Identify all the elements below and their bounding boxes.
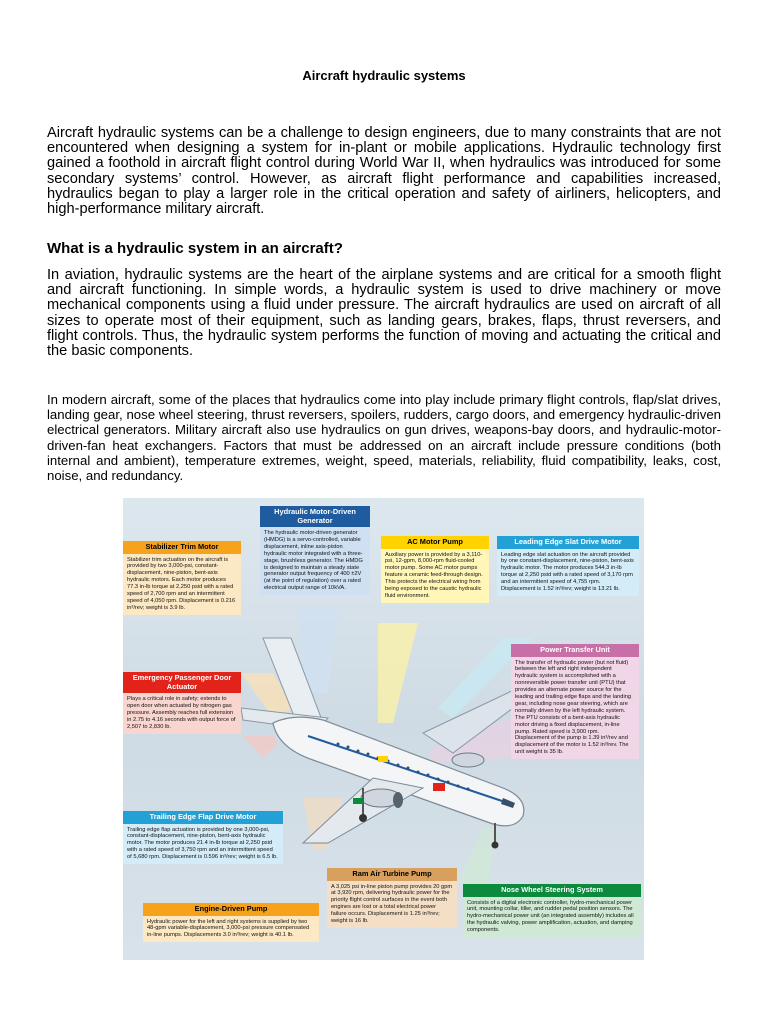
callout-text: The hydraulic motor-driven generator (HMDG) is a servo-controlled, variable displacement, inline axis-piston hydraulic motor integrated with a three-stage, brushless generator. The HMDG is designed to maintain a steady state generator output frequency of 400 ±2V (at the point of regulation) over a rated electrical output range of 10kVA. bbox=[264, 530, 363, 592]
callout-title: Power Transfer Unit bbox=[511, 644, 639, 657]
callout-title: Engine-Driven Pump bbox=[143, 903, 319, 916]
callout-trailing-edge-flap-drive-motor bbox=[123, 811, 283, 864]
callout-power-transfer-unit bbox=[511, 644, 639, 759]
callout-text: Consists of a digital electronic controller, hydro-mechanical power unit, mounting collar, tiller, and rudder pedal position sensors. The hydro-mechanical power unit (an integrated assembly) includes all the hydraulic valving, power amplification, actuation, and damping components. bbox=[467, 899, 634, 934]
callout-stabilizer-trim-motor bbox=[123, 541, 241, 615]
callout-ram-air-turbine-pump bbox=[327, 868, 457, 928]
document-title: Aircraft hydraulic systems bbox=[302, 68, 466, 83]
body-paragraph-3: In modern aircraft, some of the places that hydraulics come into play include primary flight controls, flap/slat drives, landing gear, nose wheel steering, thrust reversers, spoilers, rudders, cargo doors, and emergency hydraulic-driven electrical generators. Military aircraft also use hydraulics on gun drives, weapons-bay doors, and hydraulic-motor-driven-fan heat exchangers. Factors that must be addressed on an aircraft include pressure conditions (both internal and ambient), temperature extremes, weight, speed, materials, reliability, fluid compatibility, leaks, cost, noise, and redundancy. bbox=[47, 392, 721, 484]
callout-engine-driven-pump bbox=[143, 903, 319, 942]
callout-title: Emergency Passenger Door Actuator bbox=[123, 672, 241, 693]
hydraulic-infographic bbox=[123, 498, 644, 960]
callout-text: The transfer of hydraulic power (but not fluid) between the left and right independent hydraulic system is accomplished with a nonreversible power transfer unit (PTU) that provides an alternate power source for the leading and trailing edge flaps and the landing gear, including nose gear steering, which are normally driven by the left hydraulic system. The PTU consists of a bent-axis hydraulic motor driving a fixed displacement, in-line pump. Rated speed is 3,900 rpm. Displacement of the pump is 1.39 in³/rev and displacement of the motor is 1.52 in³/rev. The unit weight is 35 lb. bbox=[515, 659, 632, 756]
callout-text: Trailing edge flap actuation is provided by one 3,000-psi, constant-displacement, nine-piston, bent-axis hydraulic motor. The motor produces 21.4 in-lb torque at 2,250 psid with a rated speed of 3,750 rpm and an intermittent speed of 5,680 rpm. Displacement is 0.596 in³/rev; weight is 6.5 lb. bbox=[127, 826, 278, 861]
callout-hydraulic-motor-driven-generator bbox=[260, 506, 370, 595]
callout-title: Leading Edge Slat Drive Motor bbox=[497, 536, 639, 549]
callout-text: A 3,025 psi in-line piston pump provides 20 gpm at 3,920 rpm, delivering hydraulic power for the priority flight control surfaces in the event both engines are lost or a total electrical power failure occurs. Displacement is 1.25 in³/rev; weight is 16 lb. bbox=[331, 883, 453, 925]
body-paragraph-2: In aviation, hydraulic systems are the heart of the airplane systems and are critical for a smooth flight and aircraft functioning. In simple words, a hydraulic system is used to drive machinery or move mechanical components using a fluid under pressure. The aircraft hydraulics are used on aircraft of all sizes to operate most of their equipment, such as landing gears, brakes, flaps, thrust reversers, and flight controls. Thus, the hydraulic system performs the function of moving and actuating the critical and the basic components. bbox=[47, 267, 721, 360]
callout-text: Plays a critical role in safety; extends to open door when actuated by nitrogen gas pressure. Assembly reaches full extension in 2.75 to 4.16 seconds with output force of 2,507 to 2,830 lb. bbox=[127, 696, 236, 730]
callout-ac-motor-pump bbox=[381, 536, 489, 603]
callout-title: AC Motor Pump bbox=[381, 536, 489, 549]
callout-emergency-passenger-door-actuator bbox=[123, 672, 241, 734]
callout-nose-wheel-steering-system bbox=[463, 884, 641, 937]
callout-title: Nose Wheel Steering System bbox=[463, 884, 641, 897]
callout-text: Leading edge slat actuation on the aircraft provided by one constant-displacement, nine-piston, bent-axis hydraulic motor. The motor produces 544.3 in-lb torque at 2,250 psid with a rated speed of 3,170 rpm and an intermittent speed of 4,755 rpm. Displacement is 1.52 in³/rev; weight is 13.21 lb. bbox=[501, 551, 634, 593]
callout-title: Trailing Edge Flap Drive Motor bbox=[123, 811, 283, 824]
callout-leading-edge-slat-drive-motor bbox=[497, 536, 639, 596]
callout-text: Stabilizer trim actuation on the aircraft is provided by two 3,000-psi, constant-displacement, nine-piston, bent-axis hydraulic motors. Each motor produces 77.3 in-lb torque at 2,250 psid with a rated speed of 2,700 rpm and an intermittent speed of 4,050 rpm. Displacement is 0.216 in³/rev; weight is 3.9 lb. bbox=[127, 556, 236, 611]
callout-text: Hydraulic power for the left and right systems is supplied by two 48-gpm variable-displacement, 3,000-psi pressure compensated in-line pumps. Displacements 3.0 in³/rev; weight is 40.1 lb. bbox=[147, 918, 310, 939]
intro-paragraph: Aircraft hydraulic systems can be a challenge to design engineers, due to many constraints that are not encountered when designing a system for in-plant or mobile applications. Hydraulic technology first gained a foothold in aircraft flight control during World War II, when hydraulics was introduced for some secondary systems’ control. However, as aircraft flight performance and capabilities increased, hydraulics began to play a larger role in the critical operation and safety of airliners, helicopters, and high-performance military aircraft. bbox=[47, 125, 721, 218]
callout-title: Ram Air Turbine Pump bbox=[327, 868, 457, 881]
section-heading: What is a hydraulic system in an aircraft? bbox=[47, 240, 343, 257]
callout-text: Auxiliary power is provided by a 3,110-psi, 12-gpm, 8,000-rpm fluid-cooled motor pump. Some AC motor pumps feature a ceramic feed-through design. This protects the electrical wiring from being exposed to the caustic hydraulic fluid environment. bbox=[385, 551, 483, 599]
callout-title: Hydraulic Motor-Driven Generator bbox=[260, 506, 370, 527]
callout-title: Stabilizer Trim Motor bbox=[123, 541, 241, 554]
